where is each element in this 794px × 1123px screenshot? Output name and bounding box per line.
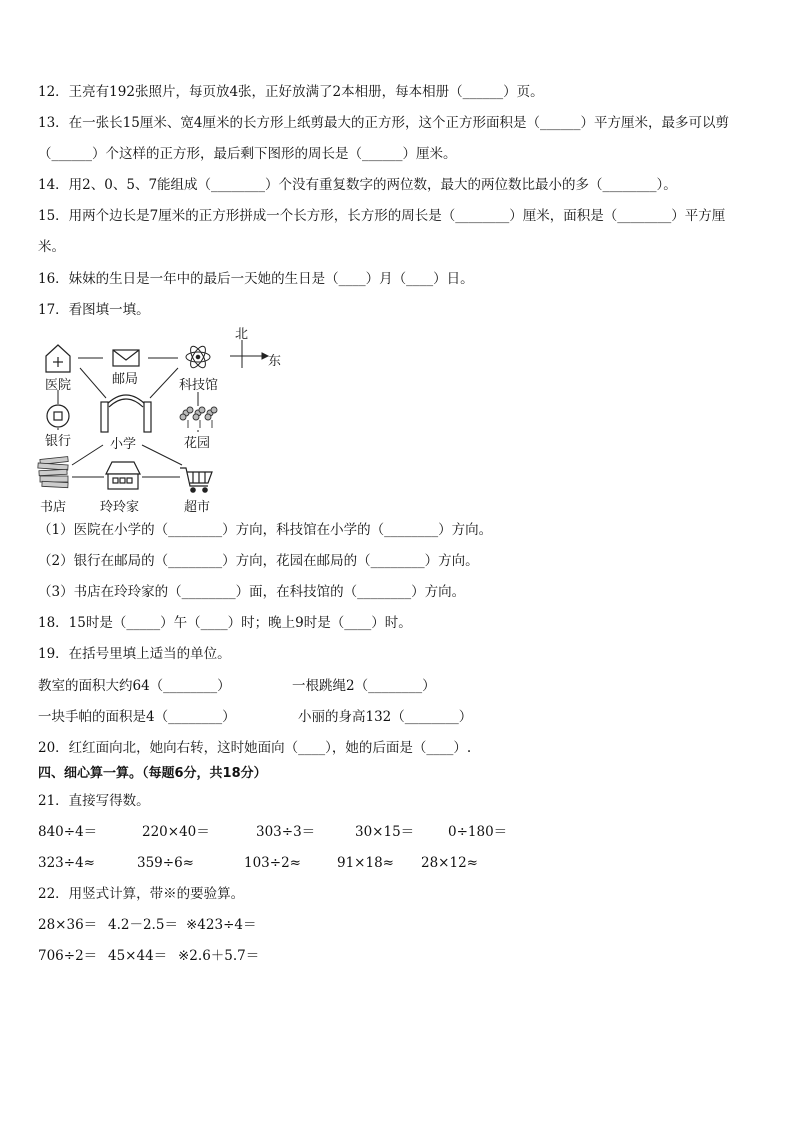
q21-r2-c3: 103÷2≈	[244, 855, 301, 871]
question-22: 22．用竖式计算，带※的要验算。	[38, 886, 245, 902]
question-13-line2: （______）个这样的正方形，最后剩下图形的周长是（______）厘米。	[38, 146, 457, 162]
atom-icon	[186, 344, 210, 370]
house-icon	[106, 462, 140, 489]
q22-r2-c2: 45×44＝	[108, 948, 168, 964]
q19-item-height: 小丽的身高132（________）	[298, 709, 473, 725]
q19-item-rope: 一根跳绳2（________）	[292, 678, 436, 694]
q22-r2-c3: ※2.6＋5.7＝	[178, 948, 260, 964]
question-14: 14．用2、0、5、7能组成（________）个没有重复数字的两位数，最大的两位数比最小的多（________）。	[38, 177, 677, 193]
q22-r1-c1: 28×36＝	[38, 917, 98, 933]
question-15-line1: 15．用两个边长是7厘米的正方形拼成一个长方形，长方形的周长是（________）厘米，面积是（________）平方厘	[38, 208, 726, 224]
shopping-cart-icon	[180, 468, 212, 492]
q21-r2-c1: 323÷4≈	[38, 855, 95, 871]
compass-icon	[230, 340, 268, 368]
q21-r1-c2: 220×40＝	[142, 824, 210, 840]
question-16: 16．妹妹的生日是一年中的最后一天她的生日是（____）月（____）日。	[38, 271, 474, 287]
place-bookstore: 书店	[40, 500, 67, 515]
place-home: 玲玲家	[100, 500, 140, 515]
map-figure	[0, 0, 794, 520]
section-heading-4: 四、细心算一算。（每题6分，共18分）	[38, 766, 267, 781]
question-18: 18．15时是（_____）午（____）时；晚上9时是（____）时。	[38, 615, 412, 631]
q22-r2-c1: 706÷2＝	[38, 948, 98, 964]
place-supermarket: 超市	[184, 500, 211, 515]
compass-north-label: 北	[235, 327, 249, 342]
q21-r1-c5: 0÷180＝	[448, 824, 508, 840]
school-gate-icon	[101, 395, 151, 432]
hospital-icon	[46, 345, 70, 372]
question-17-3: （3）书店在玲玲家的（________）面，在科技馆的（________）方向。	[38, 584, 466, 600]
q21-r2-c4: 91×18≈	[337, 855, 394, 871]
q21-r2-c5: 28×12≈	[421, 855, 478, 871]
q21-r1-c4: 30×15＝	[355, 824, 415, 840]
place-bank: 银行	[45, 434, 72, 449]
q22-r1-c2: 4.2－2.5＝	[108, 917, 178, 933]
books-icon	[38, 457, 68, 488]
question-15-line2: 米。	[38, 239, 65, 255]
question-17-2: （2）银行在邮局的（________）方向，花园在邮局的（________）方向。	[38, 553, 479, 569]
question-12: 12．王亮有192张照片，每页放4张，正好放满了2本相册，每本相册（______）页。	[38, 84, 544, 100]
question-19: 19．在括号里填上适当的单位。	[38, 646, 231, 662]
flower-icon	[180, 407, 217, 428]
place-science-museum: 科技馆	[179, 378, 219, 393]
place-garden: 花园	[184, 436, 211, 451]
place-post-office: 邮局	[112, 372, 139, 387]
q22-r1-c3: ※423÷4＝	[186, 917, 257, 933]
question-21: 21．直接写得数。	[38, 793, 150, 809]
q21-r1-c3: 303÷3＝	[256, 824, 316, 840]
question-17-1: （1）医院在小学的（________）方向，科技馆在小学的（________）方向。	[38, 522, 493, 538]
question-13-line1: 13．在一张长15厘米、宽4厘米的长方形上纸剪最大的正方形，这个正方形面积是（______）平方厘米，最多可以剪	[38, 115, 729, 131]
bank-coin-icon	[47, 405, 69, 427]
question-20: 20．红红面向北，她向右转，这时她面向（____），她的后面是（____）.	[38, 740, 472, 756]
q19-item-handkerchief: 一块手帕的面积是4（________）	[38, 709, 236, 725]
place-school: 小学	[110, 437, 137, 452]
envelope-icon	[113, 350, 139, 366]
place-hospital: 医院	[45, 378, 72, 393]
q21-r2-c2: 359÷6≈	[137, 855, 194, 871]
q21-r1-c1: 840÷4＝	[38, 824, 98, 840]
q19-item-classroom: 教室的面积大约64（________）	[38, 678, 231, 694]
question-17: 17．看图填一填。	[38, 302, 150, 318]
compass-east-label: 东	[268, 354, 282, 369]
